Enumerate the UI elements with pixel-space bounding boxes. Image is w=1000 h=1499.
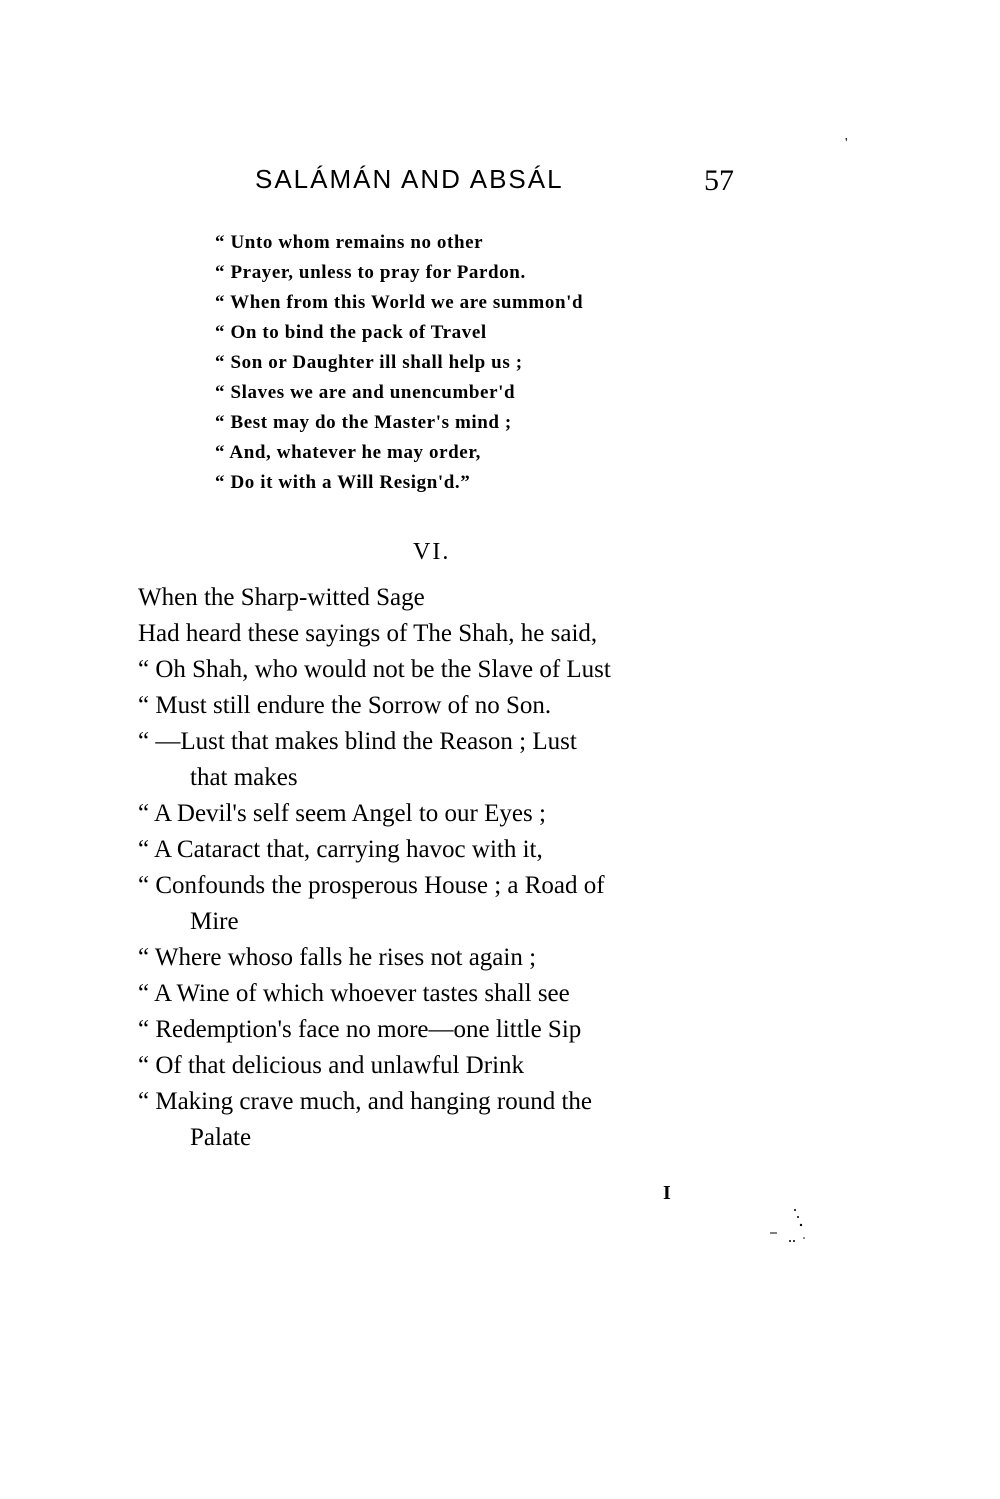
verse-line-continuation: Mire xyxy=(190,908,239,935)
verse-line: “ Slaves we are and unencumber'd xyxy=(215,382,516,403)
verse-line: “ Unto whom remains no other xyxy=(215,232,484,253)
verse-line: “ Confounds the prosperous House ; a Road of xyxy=(138,872,605,899)
main-verse-block xyxy=(138,580,738,1156)
verse-line: “ A Devil's self seem Angel to our Eyes ; xyxy=(138,800,546,827)
verse-line: “ —Lust that makes blind the Reason ; Lust xyxy=(138,728,577,755)
verse-line: “ Must still endure the Sorrow of no Son. xyxy=(138,692,552,719)
verse-line: “ A Cataract that, carrying havoc with it, xyxy=(138,836,543,863)
verse-line: “ Prayer, unless to pray for Pardon. xyxy=(215,262,526,283)
verse-line: Had heard these sayings of The Shah, he said, xyxy=(138,620,598,647)
quoted-verse-block xyxy=(215,228,583,498)
verse-line-continuation: that makes xyxy=(190,764,298,791)
verse-line: When the Sharp-witted Sage xyxy=(138,584,425,611)
verse-line: “ A Wine of which whoever tastes shall see xyxy=(138,980,570,1007)
running-title: SALÁMÁN AND ABSÁL xyxy=(255,164,564,194)
verse-line: “ Oh Shah, who would not be the Slave of Lust xyxy=(138,656,611,683)
verse-line: “ Best may do the Master's mind ; xyxy=(215,412,512,433)
verse-line-continuation: Palate xyxy=(190,1124,252,1151)
verse-line: “ Son or Daughter ill shall help us ; xyxy=(215,352,523,373)
verse-line: “ Of that delicious and unlawful Drink xyxy=(138,1052,525,1079)
verse-line: “ When from this World we are summon'd xyxy=(215,292,584,313)
stray-mark: ' xyxy=(845,136,848,151)
section-heading: VI. xyxy=(413,539,451,565)
signature-mark: I xyxy=(663,1182,671,1204)
verse-line: “ And, whatever he may order, xyxy=(215,442,481,463)
verse-line: “ Making crave much, and hanging round the xyxy=(138,1088,593,1115)
verse-line: “ Redemption's face no more—one little Sip xyxy=(138,1016,582,1043)
ink-specks xyxy=(765,1200,815,1250)
verse-line: “ On to bind the pack of Travel xyxy=(215,322,487,343)
page-number: 57 xyxy=(704,164,734,197)
verse-line: “ Do it with a Will Resign'd.” xyxy=(215,472,471,493)
verse-line: “ Where whoso falls he rises not again ; xyxy=(138,944,537,971)
